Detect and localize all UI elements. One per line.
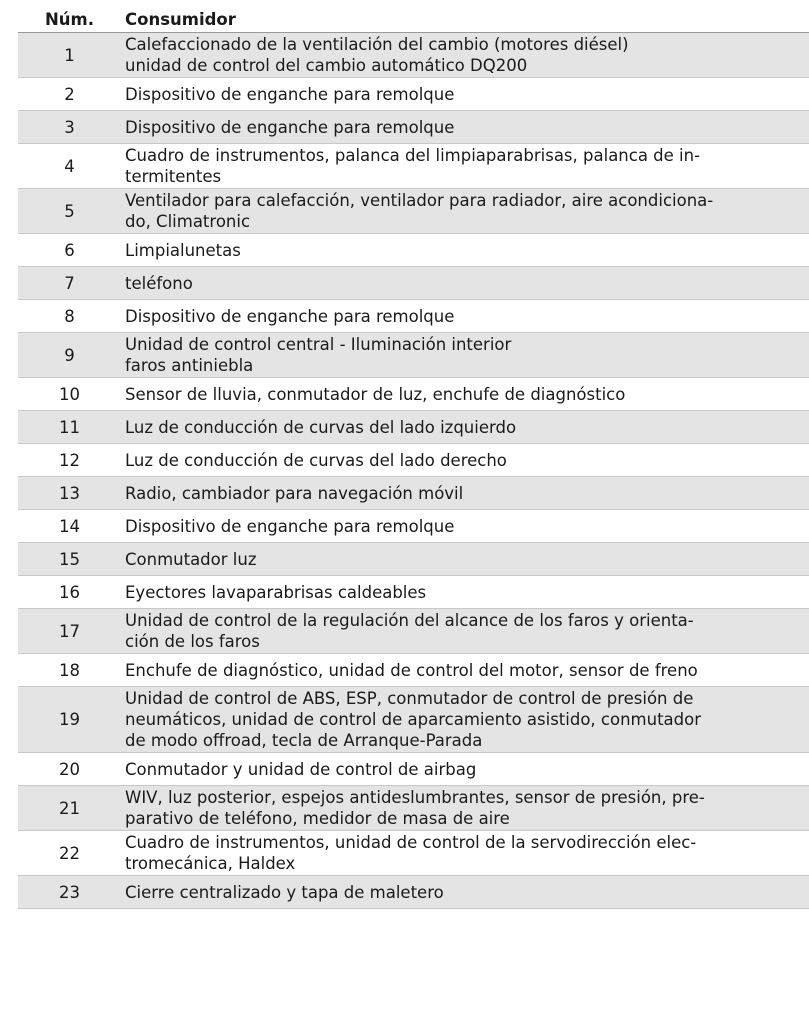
fuse-number: 2 xyxy=(18,78,121,111)
consumer-description xyxy=(121,654,809,687)
fuse-assignment-table xyxy=(18,6,809,909)
consumer-description xyxy=(121,576,809,609)
consumer-line: Cierre centralizado y tapa de maletero xyxy=(125,882,444,902)
consumer-line: tromecánica, Haldex xyxy=(125,854,296,873)
consumer-line: Dispositivo de enganche para remolque xyxy=(125,306,455,326)
column-header-consumer: Consumidor xyxy=(121,6,809,33)
table-row xyxy=(18,333,809,378)
consumer-line: Conmutador luz xyxy=(125,549,257,569)
consumer-description xyxy=(121,78,809,111)
table-row xyxy=(18,510,809,543)
consumer-line: Enchufe de diagnóstico, unidad de control del motor, sensor de freno xyxy=(125,660,698,680)
consumer-description xyxy=(121,687,809,753)
table-row xyxy=(18,33,809,78)
table-row xyxy=(18,831,809,876)
fuse-number: 10 xyxy=(18,378,121,411)
table-row xyxy=(18,411,809,444)
consumer-line: Dispositivo de enganche para remolque xyxy=(125,84,455,104)
consumer-line: ción de los faros xyxy=(125,632,260,651)
consumer-description xyxy=(121,234,809,267)
consumer-line: Limpialunetas xyxy=(125,240,241,260)
consumer-line: Cuadro de instrumentos, palanca del limpiaparabrisas, palanca de in- xyxy=(125,146,701,165)
consumer-line: Eyectores lavaparabrisas caldeables xyxy=(125,582,427,602)
consumer-line: parativo de teléfono, medidor de masa de aire xyxy=(125,809,510,828)
consumer-line: Conmutador y unidad de control de airbag xyxy=(125,759,477,779)
table-row xyxy=(18,753,809,786)
fuse-number: 21 xyxy=(18,786,121,831)
consumer-line: Ventilador para calefacción, ventilador para radiador, aire acondiciona- xyxy=(125,191,714,210)
consumer-line: Unidad de control de ABS, ESP, conmutador de control de presión de xyxy=(125,689,694,708)
consumer-line: Calefaccionado de la ventilación del cambio (motores diésel) xyxy=(125,35,629,54)
consumer-description xyxy=(121,144,809,189)
consumer-line: Luz de conducción de curvas del lado izquierdo xyxy=(125,417,517,437)
fuse-number: 23 xyxy=(18,876,121,909)
consumer-description xyxy=(121,876,809,909)
consumer-description xyxy=(121,33,809,78)
consumer-line: Unidad de control central - Iluminación interior xyxy=(125,335,512,354)
consumer-description xyxy=(121,444,809,477)
fuse-number: 14 xyxy=(18,510,121,543)
table-row xyxy=(18,576,809,609)
fuse-number: 9 xyxy=(18,333,121,378)
fuse-number: 19 xyxy=(18,687,121,753)
table-row xyxy=(18,477,809,510)
fuse-number: 17 xyxy=(18,609,121,654)
fuse-number: 22 xyxy=(18,831,121,876)
consumer-description xyxy=(121,831,809,876)
consumer-line: Radio, cambiador para navegación móvil xyxy=(125,483,464,503)
column-header-number: Núm. xyxy=(18,6,121,33)
table-row xyxy=(18,543,809,576)
fuse-number: 8 xyxy=(18,300,121,333)
table-row xyxy=(18,267,809,300)
fuse-number: 11 xyxy=(18,411,121,444)
consumer-description xyxy=(121,300,809,333)
consumer-line: unidad de control del cambio automático DQ200 xyxy=(125,56,528,75)
fuse-number: 4 xyxy=(18,144,121,189)
table-row xyxy=(18,687,809,753)
consumer-line: termitentes xyxy=(125,167,222,186)
fuse-number: 13 xyxy=(18,477,121,510)
fuse-number: 7 xyxy=(18,267,121,300)
fuse-number: 5 xyxy=(18,189,121,234)
consumer-line: teléfono xyxy=(125,273,193,293)
consumer-line: de modo offroad, tecla de Arranque-Parada xyxy=(125,731,483,750)
consumer-description xyxy=(121,189,809,234)
table-row xyxy=(18,378,809,411)
fuse-number: 6 xyxy=(18,234,121,267)
consumer-description xyxy=(121,378,809,411)
table-row xyxy=(18,78,809,111)
consumer-description xyxy=(121,477,809,510)
fuse-number: 16 xyxy=(18,576,121,609)
fuse-number: 3 xyxy=(18,111,121,144)
fuse-number: 15 xyxy=(18,543,121,576)
consumer-line: neumáticos, unidad de control de aparcamiento asistido, conmutador xyxy=(125,710,702,729)
consumer-line: do, Climatronic xyxy=(125,212,251,231)
consumer-description xyxy=(121,753,809,786)
table-row xyxy=(18,234,809,267)
table-row xyxy=(18,786,809,831)
consumer-description xyxy=(121,543,809,576)
table-row xyxy=(18,444,809,477)
consumer-description xyxy=(121,609,809,654)
table-row xyxy=(18,111,809,144)
table-header-row xyxy=(18,6,809,33)
fuse-number: 18 xyxy=(18,654,121,687)
consumer-description xyxy=(121,510,809,543)
consumer-description xyxy=(121,111,809,144)
consumer-description xyxy=(121,333,809,378)
fuse-number: 1 xyxy=(18,33,121,78)
table-row xyxy=(18,876,809,909)
table-row xyxy=(18,144,809,189)
consumer-description xyxy=(121,267,809,300)
fuse-number: 12 xyxy=(18,444,121,477)
consumer-description xyxy=(121,411,809,444)
table-row xyxy=(18,654,809,687)
table-body xyxy=(18,33,809,909)
consumer-line: WIV, luz posterior, espejos antideslumbrantes, sensor de presión, pre- xyxy=(125,788,705,807)
consumer-line: Sensor de lluvia, conmutador de luz, enchufe de diagnóstico xyxy=(125,384,626,404)
consumer-line: Dispositivo de enganche para remolque xyxy=(125,516,455,536)
consumer-line: Unidad de control de la regulación del alcance de los faros y orienta- xyxy=(125,611,694,630)
table-row xyxy=(18,189,809,234)
consumer-line: Dispositivo de enganche para remolque xyxy=(125,117,455,137)
consumer-line: Luz de conducción de curvas del lado derecho xyxy=(125,450,507,470)
fuse-number: 20 xyxy=(18,753,121,786)
consumer-description xyxy=(121,786,809,831)
table-row xyxy=(18,609,809,654)
table-row xyxy=(18,300,809,333)
consumer-line: Cuadro de instrumentos, unidad de control de la servodirección elec- xyxy=(125,833,697,852)
consumer-line: faros antiniebla xyxy=(125,356,254,375)
